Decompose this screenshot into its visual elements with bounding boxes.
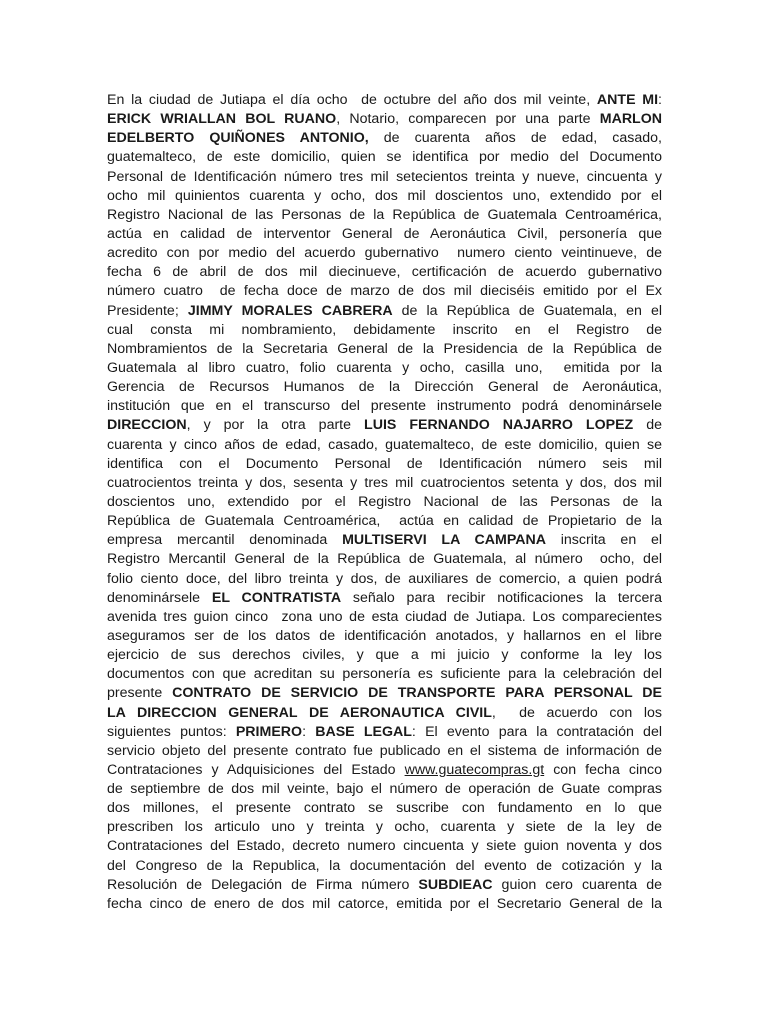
document-bold-text: BASE LEGAL bbox=[315, 723, 412, 740]
document-link[interactable]: www.guatecompras.gt bbox=[404, 761, 545, 778]
document-line bbox=[107, 148, 662, 167]
document-bold-text: EL CONTRATISTA bbox=[211, 589, 342, 606]
document-line bbox=[107, 110, 662, 129]
document-bold-text: LA DIRECCION GENERAL DE AERONAUTICA CIVIL bbox=[107, 704, 492, 721]
document-line bbox=[107, 704, 662, 723]
document-line bbox=[107, 206, 662, 225]
document-text: guion cero cuarenta de bbox=[492, 876, 662, 893]
document-text: siguientes puntos: bbox=[107, 723, 236, 740]
document-line bbox=[107, 608, 662, 627]
document-bold-text: SUBDIEAC bbox=[418, 876, 493, 893]
document-text: Registro Nacional de las Personas de la República de Guatemala Centroamérica, bbox=[107, 206, 662, 223]
document-text: avenida tres guion cinco zona uno de esta ciudad de Jutiapa. Los comparecientes bbox=[107, 608, 662, 625]
document-bold-text: ANTE MI bbox=[596, 92, 659, 108]
document-text: folio ciento doce, del libro treinta y dos, de auxiliares de comercio, a quien podrá bbox=[107, 570, 662, 587]
document-text: Nombramientos de la Secretaria General de la Presidencia de la República de bbox=[107, 340, 662, 357]
document-bold-text: JIMMY MORALES CABRERA bbox=[187, 302, 393, 319]
document-text: fecha 6 de abril de dos mil diecinueve, certificación de acuerdo gubernativo bbox=[107, 264, 662, 281]
document-line bbox=[107, 397, 662, 416]
document-line bbox=[107, 359, 662, 378]
document-text: República de Guatemala Centroamérica, actúa en calidad de Propietario de la bbox=[107, 513, 662, 530]
document-line bbox=[107, 876, 662, 895]
document-text: Registro Mercantil General de la República de Guatemala, al número ocho, del bbox=[107, 551, 662, 568]
document-line bbox=[107, 493, 662, 512]
document-line bbox=[107, 780, 662, 799]
document-bold-text: EDELBERTO QUIÑONES ANTONIO, bbox=[107, 130, 369, 147]
document-text: fecha cinco de enero de dos mil catorce, emitida por el Secretario General de la bbox=[107, 895, 662, 912]
document-text: dos millones, el presente contrato se suscribe con fundamento en lo que bbox=[107, 800, 662, 817]
document-text: Gerencia de Recursos Humanos de la Dirección General de Aeronáutica, bbox=[107, 379, 662, 396]
document-text: con fecha cinco bbox=[544, 761, 662, 778]
document-text: número cuatro de fecha doce de marzo de dos mil dieciséis emitido por el Ex bbox=[107, 283, 662, 300]
document-bold-text: MULTISERVI LA CAMPANA bbox=[342, 532, 547, 549]
document-line bbox=[107, 761, 662, 780]
document-text: Contrataciones del Estado, decreto numero cincuenta y siete guion noventa y dos bbox=[107, 838, 662, 855]
document-text: , Notario, comparecen por una parte bbox=[336, 111, 600, 128]
document-text: prescriben los articulo uno y treinta y ocho, cuarenta y siete de la ley de bbox=[107, 819, 662, 836]
document-bold-text: MARLON bbox=[599, 111, 663, 128]
document-text: , de acuerdo con los bbox=[491, 704, 662, 721]
document-line bbox=[107, 684, 662, 703]
document-text: : bbox=[658, 92, 662, 108]
document-text: servicio objeto del presente contrato fue publicado en el sistema de información de bbox=[107, 742, 662, 759]
document-text: presente bbox=[107, 685, 173, 702]
document-text: empresa mercantil denominada bbox=[107, 532, 343, 549]
document-text: de la República de Guatemala, en el bbox=[392, 302, 662, 319]
document-line bbox=[107, 225, 662, 244]
document-text: identifica con el Documento Personal de Identificación número seis mil bbox=[107, 455, 662, 472]
document-line bbox=[107, 474, 662, 493]
document-line bbox=[107, 723, 662, 742]
document-text: de bbox=[633, 417, 662, 434]
document-line bbox=[107, 627, 662, 646]
document-line bbox=[107, 340, 662, 359]
document-line bbox=[107, 129, 662, 148]
document-line bbox=[107, 799, 662, 818]
document-line bbox=[107, 455, 662, 474]
document-line bbox=[107, 665, 662, 684]
document-line bbox=[107, 302, 662, 321]
document-line bbox=[107, 321, 662, 340]
document-text: acredito con por medio del acuerdo gubernativo numero ciento veintinueve, de bbox=[107, 245, 662, 262]
document-text: inscrita en el bbox=[546, 532, 662, 549]
document-text: institución que en el transcurso del presente instrumento podrá denominársele bbox=[107, 398, 662, 415]
document-line bbox=[107, 512, 662, 531]
document-text: de cuarenta años de edad, casado, bbox=[368, 130, 662, 147]
document-text: guatemalteco, de este domicilio, quien se identifica por medio del Documento bbox=[107, 149, 662, 166]
document-text: documentos con que acreditan su personería es suficiente para la celebración del bbox=[107, 666, 662, 683]
document-line bbox=[107, 244, 662, 263]
document-body bbox=[107, 91, 662, 914]
document-line bbox=[107, 550, 662, 569]
document-line bbox=[107, 263, 662, 282]
document-line bbox=[107, 531, 662, 550]
document-text: En la ciudad de Jutiapa el día ocho de octubre del año dos mil veinte, bbox=[107, 92, 597, 108]
document-line bbox=[107, 416, 662, 435]
document-text: cuatrocientos treinta y dos, sesenta y tres mil cuatrocientos setenta y dos, dos mil bbox=[107, 474, 662, 491]
document-bold-text: PRIMERO bbox=[235, 723, 303, 740]
document-text: de septiembre de dos mil veinte, bajo el número de operación de Guate compras bbox=[107, 781, 662, 798]
document-text: Contrataciones y Adquisiciones del Estado bbox=[107, 761, 405, 778]
document-line bbox=[107, 646, 662, 665]
document-text: Resolución de Delegación de Firma número bbox=[107, 876, 419, 893]
document-line bbox=[107, 282, 662, 301]
document-text: ejercicio de sus derechos civiles, y que a mi juicio y conforme la ley los bbox=[107, 647, 662, 664]
document-text: aseguramos ser de los datos de identificación anotados, y hallarnos en el libre bbox=[107, 627, 662, 644]
document-line bbox=[107, 570, 662, 589]
document-text: doscientos uno, extendido por el Registro Nacional de las Personas de la bbox=[107, 493, 662, 510]
document-line bbox=[107, 91, 662, 110]
document-bold-text: CONTRATO DE SERVICIO DE TRANSPORTE PARA PERSONAL DE bbox=[172, 685, 662, 702]
document-text: actúa en calidad de interventor General de Aeronáutica Civil, personería que bbox=[107, 225, 662, 242]
document-text: del Congreso de la Republica, la documentación del evento de cotización y la bbox=[107, 857, 662, 874]
document-line bbox=[107, 857, 662, 876]
document-text: señalo para recibir notificaciones la tercera bbox=[341, 589, 662, 606]
document-line bbox=[107, 895, 662, 914]
document-line bbox=[107, 589, 662, 608]
document-text: Personal de Identificación número tres mil setecientos treinta y nueve, cincuenta y bbox=[107, 168, 662, 185]
document-line bbox=[107, 818, 662, 837]
document-line bbox=[107, 436, 662, 455]
document-text: , y por la otra parte bbox=[186, 417, 365, 434]
document-text: Guatemala al libro cuatro, folio cuarenta y ocho, casilla uno, emitida por la bbox=[107, 359, 662, 376]
document-line bbox=[107, 742, 662, 761]
document-line bbox=[107, 187, 662, 206]
document-text: cual consta mi nombramiento, debidamente inscrito en el Registro de bbox=[107, 321, 662, 338]
document-text: ocho mil quinientos cuarenta y ocho, dos mil doscientos uno, extendido por el bbox=[107, 187, 662, 204]
document-line bbox=[107, 378, 662, 397]
document-text: : bbox=[302, 723, 316, 740]
document-text: Presidente; bbox=[107, 302, 188, 319]
document-line bbox=[107, 837, 662, 856]
document-bold-text: ERICK WRIALLAN BOL RUANO bbox=[107, 111, 337, 128]
document-text: cuarenta y cinco años de edad, casado, guatemalteco, de este domicilio, quien se bbox=[107, 436, 662, 453]
document-bold-text: LUIS FERNANDO NAJARRO LOPEZ bbox=[364, 417, 634, 434]
document-line bbox=[107, 168, 662, 187]
document-text: : El evento para la contratación del bbox=[411, 723, 662, 740]
document-bold-text: DIRECCION bbox=[107, 417, 187, 434]
document-text: denominársele bbox=[107, 589, 212, 606]
